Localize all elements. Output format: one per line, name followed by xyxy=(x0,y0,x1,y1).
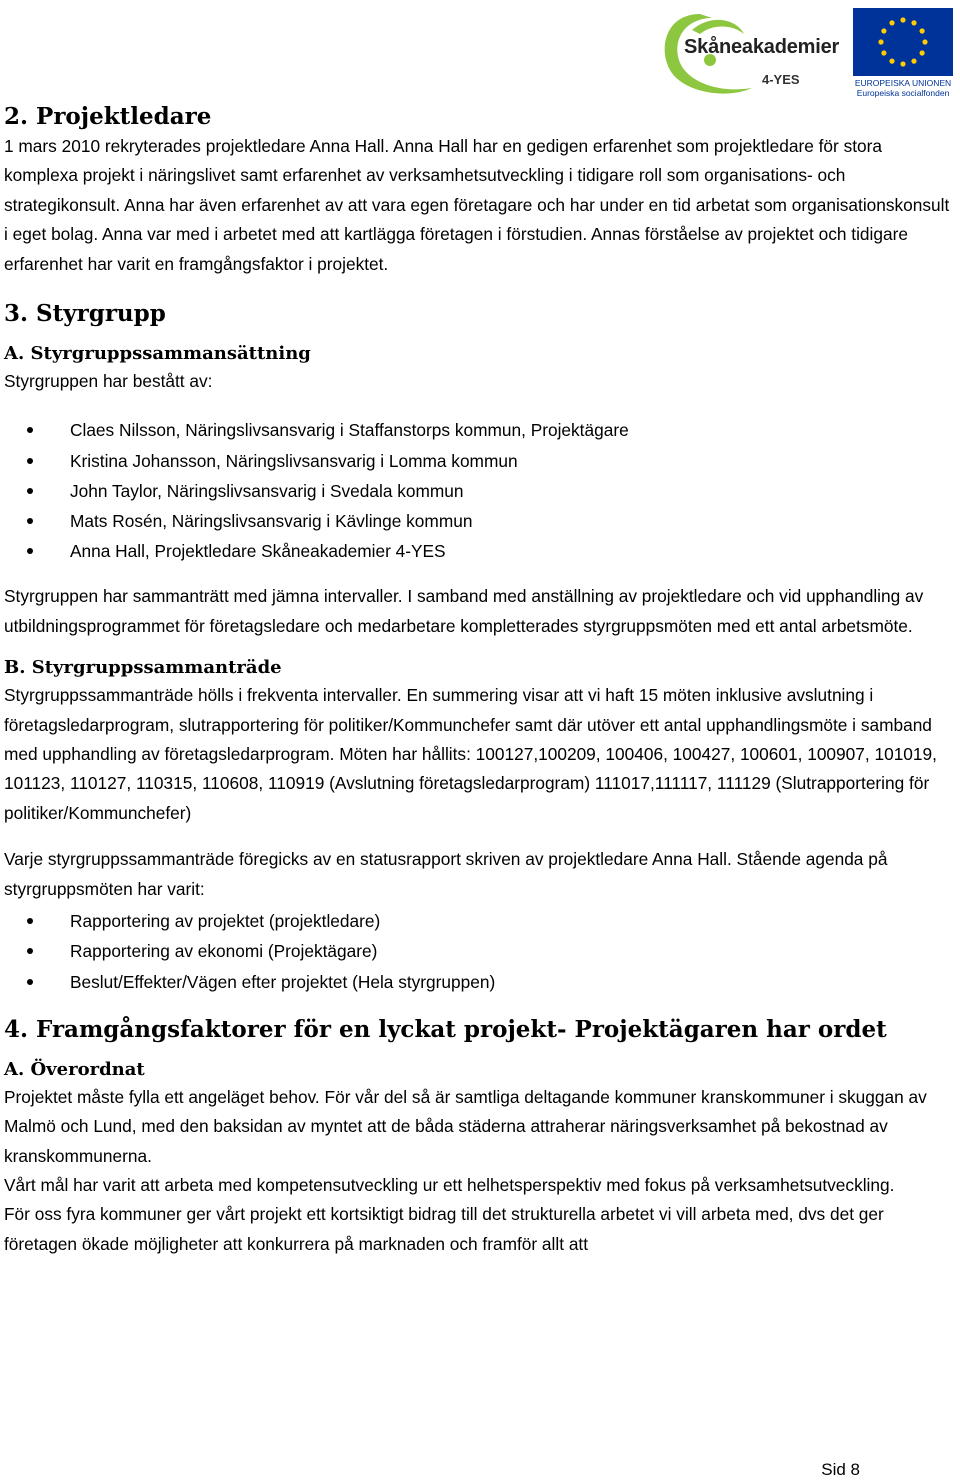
list-item: Anna Hall, Projektledare Skåneakademier 4-YES xyxy=(4,536,954,566)
section-heading-framgangsfaktorer: 4. Framgångsfaktorer för en lyckat projekt- Projektägaren har ordet xyxy=(4,1015,887,1043)
skaneakademier-sub: 4-YES xyxy=(762,72,800,87)
list-item: Rapportering av ekonomi (Projektägare) xyxy=(4,936,954,966)
paragraph: 1 mars 2010 rekryterades projektledare Anna Hall. Anna Hall har en gedigen erfarenhet som projektledare för stora komplexa projekt i näringslivet samt erfarenhet av verksamhetsutveckling i tidigare roll som organisations- och strategikonsult. Anna har även erfarenhet av att vara egen företagare och har under en tid arbetat som organisationskonsult i eget bolag. Anna var med i arbetet med att kartlägga företagen i förstudien. Annas förståelse av projektet och tidigare erfarenhet har varit en framgångsfaktor i projektet. xyxy=(4,136,950,274)
subheading-overordnat: A. Överordnat xyxy=(4,1058,145,1080)
list-item: Rapportering av projektet (projektledare) xyxy=(4,906,954,936)
paragraph: För oss fyra kommuner ger vårt projekt ett kortsiktigt bidrag till det strukturella arbetet vi vill arbeta med, dvs det ger företagen ökade möjligheter att konkurrera på marknaden och framför allt att xyxy=(4,1204,884,1254)
subheading-sammantrade: B. Styrgruppssammanträde xyxy=(4,657,282,679)
list-item: Kristina Johansson, Näringslivsansvarig i Lomma kommun xyxy=(4,446,954,476)
eu-union-label: EUROPEISKA UNIONEN xyxy=(854,78,952,88)
paragraph: Vårt mål har varit att arbeta med kompetensutveckling ur ett helhetsperspektiv med fokus på verksamhetsutveckling. xyxy=(4,1174,895,1195)
paragraph: Projektet måste fylla ett angeläget behov. För vår del så är samtliga deltagande kommuner kranskommuner i skuggan av Malmö och Lund, med den baksidan av myntet att de båda städerna attraherar näringsverksamhet på bekostnad av kranskommunerna. xyxy=(4,1086,927,1166)
list-item: Beslut/Effekter/Vägen efter projektet (Hela styrgruppen) xyxy=(4,967,954,997)
list-item: John Taylor, Näringslivsansvarig i Svedala kommun xyxy=(4,476,954,506)
section-heading-projektledare: 2. Projektledare xyxy=(4,103,212,130)
eu-star-icon xyxy=(900,17,905,22)
eu-star-icon xyxy=(900,61,905,66)
document-body xyxy=(4,102,954,1259)
section-heading-styrgrupp: 3. Styrgrupp xyxy=(4,300,166,328)
eu-star-icon xyxy=(881,50,886,55)
eu-star-icon xyxy=(889,59,894,64)
eu-star-icon xyxy=(889,20,894,25)
paragraph: Styrgruppen har sammanträtt med jämna intervaller. I samband med anställning av projektledare och vid upphandling av utbildningsprogrammet för företagsledare och medarbetare kompletterades styrgruppsmöten med ett antal arbetsmöte. xyxy=(4,586,924,636)
eu-flag-icon xyxy=(853,8,953,76)
subheading-sammansattning: A. Styrgruppssammansättning xyxy=(4,343,311,365)
header-logos xyxy=(656,8,954,108)
paragraph: Styrgruppen har bestått av: xyxy=(4,371,213,392)
eu-star-icon xyxy=(920,50,925,55)
eu-star-icon xyxy=(878,39,883,44)
member-list xyxy=(4,415,954,566)
skaneakademier-name: Skåneakademier xyxy=(684,36,840,58)
eu-fund-label: Europeiska socialfonden xyxy=(856,88,950,98)
skaneakademier-logo xyxy=(656,8,840,104)
agenda-list xyxy=(4,906,954,997)
eu-star-icon xyxy=(911,20,916,25)
list-item: Mats Rosén, Näringslivsansvarig i Kävlinge kommun xyxy=(4,506,954,536)
eu-star-icon xyxy=(920,28,925,33)
page-number: Sid 8 xyxy=(821,1460,860,1479)
eu-star-icon xyxy=(881,28,886,33)
list-item: Claes Nilsson, Näringslivsansvarig i Staffanstorps kommun, Projektägare xyxy=(4,415,954,445)
eu-star-icon xyxy=(911,59,916,64)
paragraph: Varje styrgruppssammanträde föregicks av en statusrapport skriven av projektledare Anna Hall. Stående agenda på styrgruppsmöten har varit: xyxy=(4,849,888,899)
eu-logo xyxy=(852,8,954,98)
paragraph: Styrgruppssammanträde hölls i frekventa intervaller. En summering visar att vi haft 15 möten inklusive avslutning i företagsledarprogram, slutrapportering för politiker/Kommunchefer samt där utöver ett antal upphandlingsmöte i samband med upphandling av företagsledarprogram. Möten har hållits: 100127,100209, 100406, 100427, 100601, 100907, 101019, 101123, 110127, 110315, 110608, 110919 (Avslutning företagsledarprogram) 111017,111117, 111129 (Slutrapportering för politiker/Kommunchefer) xyxy=(4,685,937,823)
eu-star-icon xyxy=(922,39,927,44)
